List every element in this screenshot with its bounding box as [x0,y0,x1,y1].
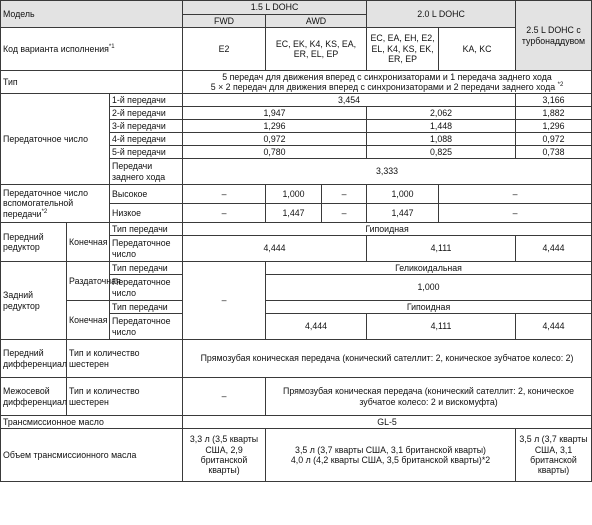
header-awd: AWD [266,15,367,28]
front-reducer-ratio-15: 4,444 [183,236,367,262]
gear-4-value-25: 0,972 [516,133,592,146]
code-e2: E2 [183,28,266,71]
front-reducer-ratio-25: 4,444 [516,236,592,262]
gear-4-value-15: 0,972 [183,133,367,146]
header-engine-20: 2.0 L DOHC [367,1,516,28]
rear-reducer-final: Конечная [67,301,110,340]
gear-3-value-25: 1,296 [516,120,592,133]
rear-final-ratio-20: 4,111 [367,314,516,340]
gear-2-label: 2-й передачи [110,107,183,120]
code-awd-15: EC, EK, K4, KS, EA, ER, EL, EP [266,28,367,71]
code-20-a: EC, EA, EH, E2, EL, K4, KS, EK, ER, EP [367,28,439,71]
aux-low-awd-b: – [322,204,367,223]
aux-high-fwd: – [183,185,266,204]
center-diff-gear-label: Тип и количество шестерен [67,378,183,416]
reverse-gear-value: 3,333 [183,159,592,185]
front-diff-value: Прямозубая коническая передача (конический сателлит: 2, коническое зубчатое колесо: 2) [183,340,592,378]
oil-volume-mid [266,429,516,482]
gear-1-label: 1-й передачи [110,94,183,107]
aux-high-20b: – [439,185,592,204]
front-reducer-ratio-label: Передаточное число [110,236,183,262]
aux-low-20a: 1,447 [367,204,439,223]
rear-reducer-transfer: Раздаточная [67,262,110,301]
gear-ratio-label: Передаточное число [1,94,110,185]
center-diff-fwd-dash: – [183,378,266,416]
aux-ratio-note: *2 [41,208,48,215]
rear-final-type-label: Тип передачи [110,301,183,314]
oil-volume-mid-line-1: 3,5 л (3,7 кварты США, 3,1 британской кварты) [295,444,486,455]
aux-low-awd: 1,447 [266,204,322,223]
variant-code-label: Код варианта исполнения$^{*1}$ [1,28,183,71]
header-engine-15: 1.5 L DOHC [183,1,367,15]
front-reducer-ratio-20: 4,111 [367,236,516,262]
rear-final-ratio-25: 4,444 [516,314,592,340]
aux-high-awd-b: – [322,185,367,204]
oil-label: Трансмиссионное масло [1,416,183,429]
front-diff-label: Передний дифференциал [1,340,67,378]
oil-volume-25: 3,5 л (3,7 кварты США, 3,1 британской кварты) [516,429,592,482]
oil-volume-label: Объем трансмиссионного масла [1,429,183,482]
front-reducer-type-label: Тип передачи [110,223,183,236]
header-model: Модель [1,1,183,28]
oil-value: GL-5 [183,416,592,429]
gear-3-label: 3-й передачи [110,120,183,133]
gear-2-value-20: 2,062 [367,107,516,120]
front-reducer-label: Передний редуктор [1,223,67,262]
rear-final-ratio-awd: 4,444 [266,314,367,340]
aux-ratio-label: Передаточное число вспомогательной передачи$^{*2}$ [1,185,110,223]
rear-transfer-ratio-label: Передаточное число [110,275,183,301]
gear-5-value-20: 0,825 [367,146,516,159]
variant-code-note: *1 [108,43,115,50]
rear-reducer-fwd-dash: – [183,262,266,340]
reverse-gear-label: Передачи заднего хода [110,159,183,185]
aux-high-awd: 1,000 [266,185,322,204]
gear-2-value-25: 1,882 [516,107,592,120]
gear-5-value-25: 0,738 [516,146,592,159]
oil-volume-fwd: 3,3 л (3,5 кварты США, 2,9 британской кварты) [183,429,266,482]
aux-high-label: Высокое [110,185,183,204]
rear-transfer-ratio: 1,000 [266,275,592,301]
rear-final-ratio-label: Передаточное число [110,314,183,340]
center-diff-value: Прямозубая коническая передача (конический сателлит: 2, коническое зубчатое колесо: 2 и вискомуфта) [266,378,592,416]
gear-2-value-15: 1,947 [183,107,367,120]
gear-5-label: 5-й передачи [110,146,183,159]
code-20-b: KA, KC [439,28,516,71]
rear-transfer-type-label: Тип передачи [110,262,183,275]
front-reducer-final: Конечная [67,223,110,262]
gear-4-value-20: 1,088 [367,133,516,146]
rear-final-type: Гипоидная [266,301,592,314]
oil-volume-mid-line-2: 4,0 л (4,2 кварты США, 3,5 британской кварты)*2 [290,455,491,465]
aux-low-label: Низкое [110,204,183,223]
rear-reducer-label: Задний редуктор [1,262,67,340]
aux-low-fwd: – [183,204,266,223]
type-line-1: 5 передач для движения вперед с синхронизаторами и 1 передача заднего хода [222,71,552,82]
header-engine-25: 2.5 L DOHC с турбонаддувом [516,1,592,71]
gear-3-value-20: 1,448 [367,120,516,133]
rear-transfer-type: Геликоидальная [266,262,592,275]
type-value [183,71,592,94]
center-diff-label: Межосевой дифференциал [1,378,67,416]
gear-1-value-25: 3,166 [516,94,592,107]
aux-high-20a: 1,000 [367,185,439,204]
gear-1-value: 3,454 [183,94,516,107]
gear-4-label: 4-й передачи [110,133,183,146]
aux-low-20b: – [439,204,592,223]
front-diff-gear-label: Тип и количество шестерен [67,340,183,378]
type-label: Тип [1,71,183,94]
front-reducer-type: Гипоидная [183,223,592,236]
type-line-2: 5 × 2 передач для движения вперед с синхронизаторами и 2 передачи заднего хода $^{*2}$ [210,82,564,92]
gear-5-value-15: 0,780 [183,146,367,159]
gear-3-value-15: 1,296 [183,120,367,133]
header-fwd: FWD [183,15,266,28]
